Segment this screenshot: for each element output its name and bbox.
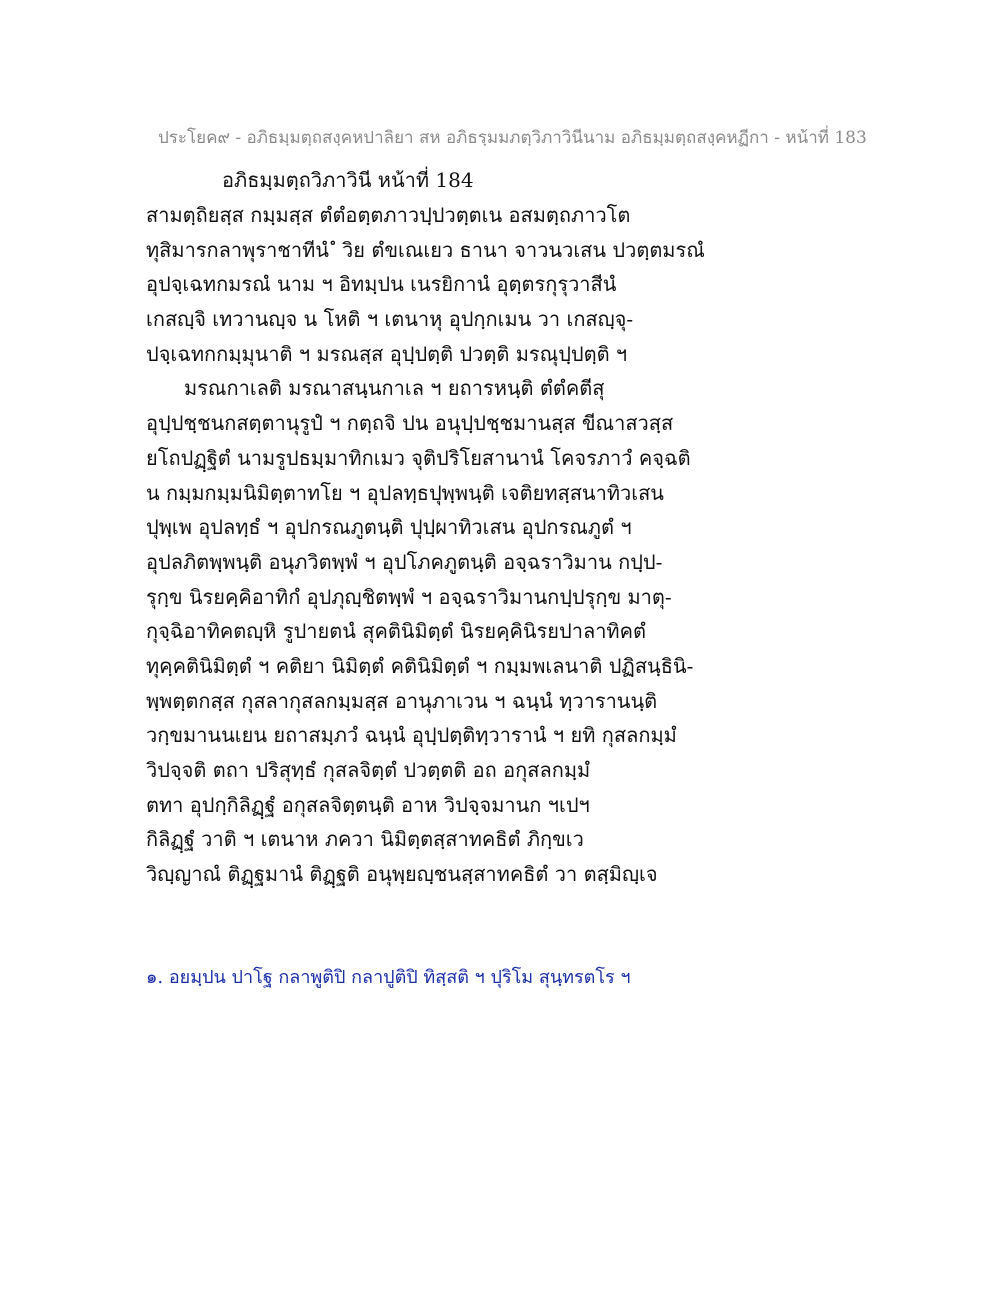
- text-line: ปจฺเฉทกกมฺมุนาติ ฯ มรณสฺส อุปฺปตฺติ ปวตฺติ มรณุปฺปตฺติ ฯ: [146, 341, 628, 366]
- text-line: น กมฺมกมฺมนิมิตฺตาทโย ฯ อุปลทฺธปุพฺพนฺติ เจติยทสฺสนาทิวเสน: [146, 480, 664, 505]
- text-line: อุปลภิตพฺพนฺติ อนุภวิตพฺพํ ฯ อุปโภคภูตนฺติ อจฺฉราวิมาน กปฺป-: [146, 549, 663, 574]
- running-header: ประโยค๙ - อภิธมฺมตฺถสงฺคหปาลิยา สห อภิธรฺมมภตฺวิภาวินีนาม อภิธมฺมตฺถสงฺคหฏีกา - หน้าที่ 183: [158, 128, 867, 148]
- text-line: กิลิฏฺฐํ วาติ ฯ เตนาห ภควา นิมิตฺตสฺสาทคธิตํ ภิกฺขเว: [146, 827, 584, 852]
- text-line: อุปจฺเฉทกมรณํ นาม ฯ อิทมฺปน เนรยิกานํ อุตฺตรกุรุวาสีนํ: [146, 272, 617, 297]
- text-line: วกฺขมานนเยน ยถาสมฺภวํ ฉนฺนํ อุปฺปตฺติทฺวารานํ ฯ ยทิ กุสลกมฺมํ: [146, 723, 677, 748]
- text-line: สามตฺถิยสฺส กมฺมสฺส ตํตํอตฺตภาวปฺปวตฺตเน อสมตฺถภาวโต: [146, 203, 631, 227]
- page-title: อภิธมฺมตฺถวิภาวินี หน้าที่ 184: [222, 168, 474, 192]
- text-line: ยโถปฏฺฐิตํ นามรูปธมฺมาทิกเมว จุติปริโยสานานํ โคจรภาวํ คจฺฉติ: [146, 445, 691, 470]
- body-text: [146, 198, 706, 892]
- text-line: ทุสิมารกลาพุราชาทีนํ ํ วิย ตํขเณเยว ธานา จาวนวเสน ปวตฺตมรณํ: [146, 237, 705, 262]
- text-line: ทุคฺคตินิมิตฺตํ ฯ คติยา นิมิตฺตํ คตินิมิตฺตํ ฯ กมฺมพเลนาติ ปฏิสนฺธินิ-: [146, 653, 694, 678]
- text-line: พฺพตฺตกสฺส กุสลากุสลกมฺมสฺส อานุภาเวน ฯ ฉนฺนํ ทฺวารานนฺติ: [146, 688, 658, 713]
- text-line: อุปฺปชฺชนกสตฺตานุรูปํ ฯ กตฺถจิ ปน อนุปฺปชฺชมานสฺส ขีณาสวสฺส: [146, 411, 674, 436]
- text-line: วิญฺญาณํ ติฏฺฐมานํ ติฏฺฐติ อนุพฺยญฺชนสฺสาทคธิตํ วา ตสฺมิญฺเจ: [146, 862, 658, 887]
- text-line: ปุพฺเพ อุปลทฺธํ ฯ อุปกรณภูตนฺติ ปุปฺผาทิวเสน อุปกรณภูตํ ฯ: [146, 515, 632, 540]
- text-line: รุกฺข นิรยคฺคิอาทิกํ อุปภุญฺชิตพฺพํ ฯ อจฺฉราวิมานกปฺปรุกฺข มาตุ-: [146, 584, 672, 609]
- text-line: วิปจฺจติ ตถา ปริสุทฺธํ กุสลจิตฺตํ ปวตฺตติ อถ อกุสลกมฺมํ: [146, 758, 591, 782]
- text-line: ตทา อุปกฺกิลิฏฺฐํ อกุสลจิตฺตนฺติ อาห วิปจฺจมานก ฯเปฯ: [146, 792, 590, 817]
- footnote: ๑. อยมฺปน ปาโฐ กลาพูติปิ กลาปูติปิ ทิสฺสติ ฯ ปุริโม สุนฺทรตโร ฯ: [146, 967, 631, 988]
- text-line: กุจฺฉิอาทิคตญฺหิ รูปายตนํ สุคตินิมิตฺตํ นิรยคฺคินิรยปาลาทิคตํ: [146, 619, 646, 644]
- text-line-paragraph-start: มรณกาเลติ มรณาสนฺนกาเล ฯ ยถารหนฺติ ตํตํคตีสุ: [184, 376, 605, 401]
- text-line: เกสญฺจิ เทวานญฺจ น โหติ ฯ เตนาหุ อุปกฺกเมน วา เกสญฺจุ-: [146, 307, 634, 332]
